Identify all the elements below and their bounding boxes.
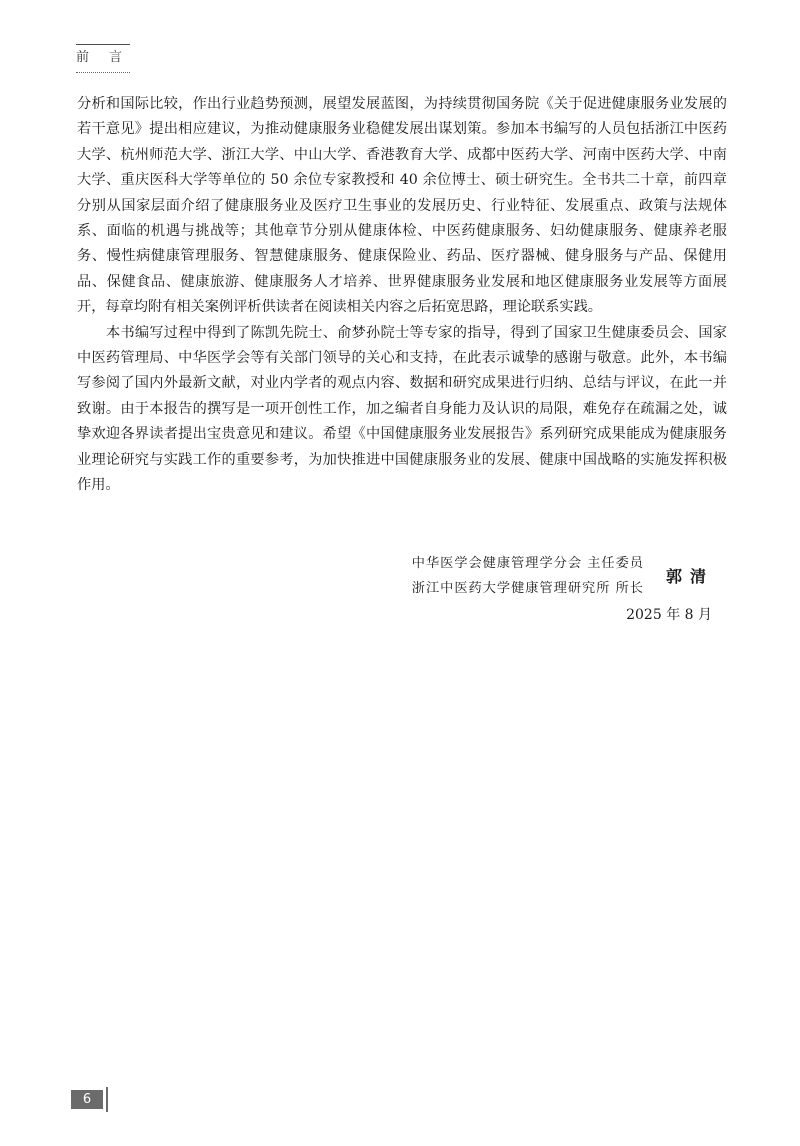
signature-title-line-1: 中华医学会健康管理学分会 主任委员 <box>411 556 644 571</box>
header-title: 前言 <box>76 50 143 65</box>
signature-title-line-2: 浙江中医药大学健康管理研究所 所长 <box>411 581 644 596</box>
signature-name: 郭清 <box>665 567 714 586</box>
header-dotted-rule <box>76 72 130 73</box>
signature-date: 2025 年 8 月 <box>626 607 712 623</box>
paragraph-2: 本书编写过程中得到了陈凯先院士、俞梦孙院士等专家的指导，得到了国家卫生健康委员会、国家中医药管理局、中华医学会等有关部门领导的关心和支持，在此表示诚挚的感谢与敬意。此外，本书编写参阅了国内外最新文献，对业内学者的观点内容、数据和研究成果进行归纳、总结与评议，在此一并致谢。由于本报告的撰写是一项开创性工作，加之编者自身能力及认识的局限，难免存在疏漏之处，诚挚欢迎各界读者提出宝贵意见和建议。希望《中国健康服务业发展报告》系列研究成果能成为健康服务业理论研究与实践工作的重要参考，为加快推进中国健康服务业的发展、健康中国战略的实施发挥积极作用。 <box>77 324 727 494</box>
page-number: 6 <box>71 1090 103 1109</box>
body-text <box>77 92 727 499</box>
paragraph-1: 分析和国际比较，作出行业趋势预测，展望发展蓝图，为持续贯彻国务院《关于促进健康服务业发展的若干意见》提出相应建议，为推动健康服务业稳健发展出谋划策。参加本书编写的人员包括浙江中医药大学、杭州师范大学、浙江大学、中山大学、香港教育大学、成都中医药大学、河南中医药大学、中南大学、重庆医科大学等单位的 50 余位专家教授和 40 余位博士、硕士研究生。全书共二十章，前四章分别从国家层面介绍了健康服务业及医疗卫生事业的发展历史、行业特征、发展重点、政策与法规体系、面临的机遇与挑战等；其他章节分别从健康体检、中医药健康服务、妇幼健康服务、健康养老服务、慢性病健康管理服务、智慧健康服务、健康保险业、药品、医疗器械、健身服务与产品、保健用品、保健食品、健康旅游、健康服务人才培养、世界健康服务业发展和地区健康服务业发展等方面展开，每章均附有相关案例评析供读者在阅读相关内容之后拓宽思路，理论联系实践。 <box>77 96 727 316</box>
signature-block <box>360 551 720 631</box>
header-rule <box>76 44 130 45</box>
signature-titles <box>412 551 644 601</box>
page-number-bar <box>106 1087 108 1112</box>
